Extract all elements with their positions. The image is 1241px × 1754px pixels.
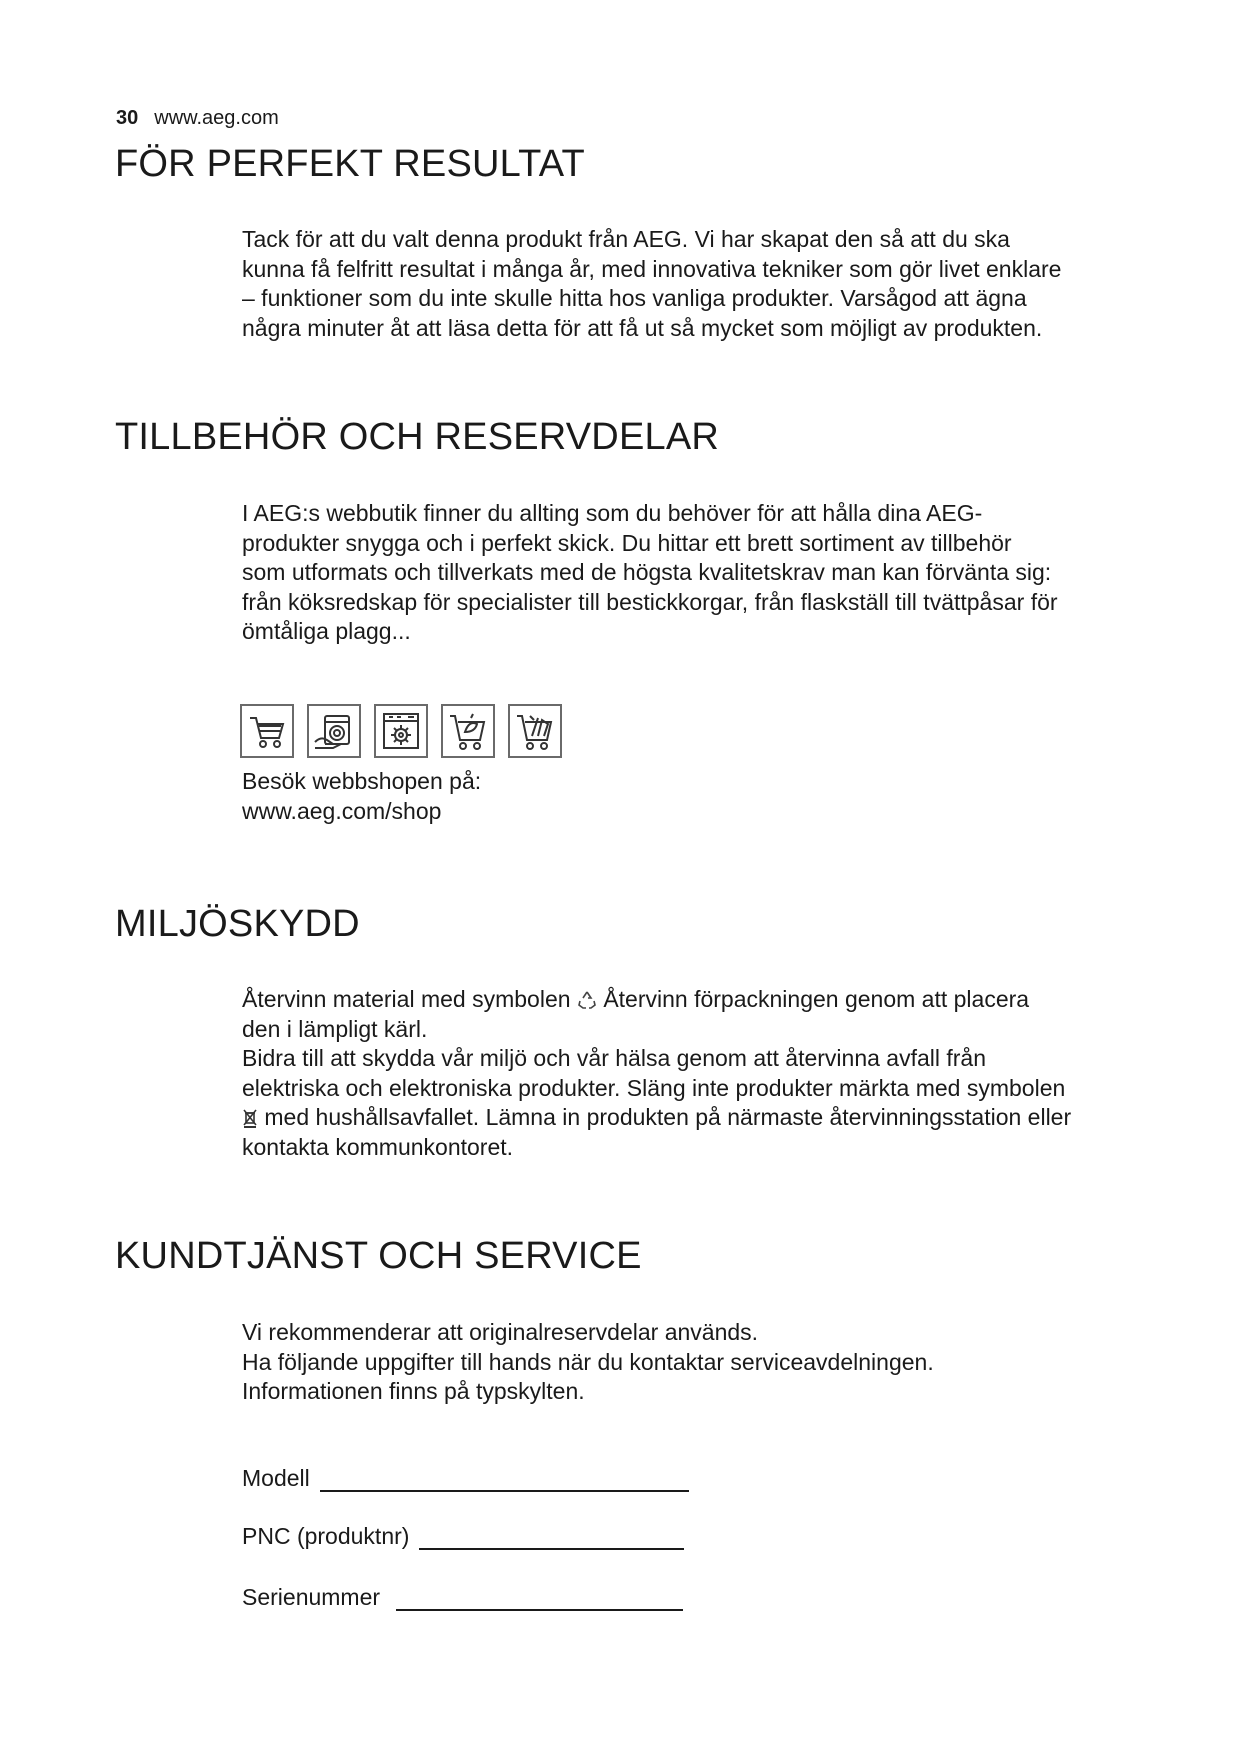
environment-line: kontakta kommunkontoret. — [242, 1133, 514, 1160]
accessories-line: från köksredskap för specialister till bestickkorgar, från flaskställ till tvättpåsar för — [242, 588, 1058, 615]
environment-line — [242, 1103, 1142, 1133]
environment-line: Bidra till att skydda vår miljö och vår hälsa genom att återvinna avfall från — [242, 1045, 987, 1071]
environment-line: den i lämpligt kärl. — [242, 1015, 428, 1042]
accessories-line: produkter snygga och i perfekt skick. Du hittar ett brett sortiment av tillbehör — [242, 529, 1012, 556]
pnc-field — [242, 1523, 684, 1550]
page-number: 30 — [116, 107, 139, 129]
perfect-paragraph — [242, 225, 1142, 343]
section-title-perfect: FÖR PERFEKT RESULTAT — [115, 143, 585, 185]
service-line: Ha följande uppgifter till hands när du kontaktar serviceavdelningen. — [242, 1348, 934, 1375]
environment-text: Återvinn material med symbolen — [242, 986, 571, 1012]
accessories-line: I AEG:s webbutik finner du allting som du behöver för att hålla dina AEG- — [242, 500, 983, 526]
serial-blank-line — [396, 1587, 683, 1611]
perfect-line: några minuter åt att läsa detta för att få ut så mycket som möjligt av produkten. — [242, 314, 1043, 341]
website-url[interactable]: www.aeg.com — [154, 107, 279, 129]
environment-text: med hushållsavfallet. Lämna in produkten på närmaste återvinningsstation eller — [264, 1104, 1072, 1130]
page-header — [116, 107, 279, 130]
washing-machine-hand-icon — [307, 704, 361, 758]
crossed-out-bin-icon — [242, 1108, 258, 1128]
accessory-icons — [240, 704, 562, 758]
oven-gear-icon — [374, 704, 428, 758]
environment-line: elektriska och elektroniska produkter. Släng inte produkter märkta med symbolen — [242, 1074, 1066, 1101]
environment-paragraph — [242, 985, 1142, 1162]
serial-field — [242, 1584, 683, 1611]
accessories-paragraph — [242, 499, 1142, 647]
model-field — [242, 1465, 689, 1492]
model-blank-line — [320, 1468, 689, 1492]
accessories-line: som utformats och tillverkats med de högsta kvalitetskrav man kan förvänta sig: — [242, 559, 1052, 585]
shop-info — [242, 767, 1142, 826]
pnc-label: PNC (produktnr) — [242, 1523, 410, 1549]
environment-line — [242, 985, 1142, 1015]
environment-text: Återvinn förpackningen genom att placera — [603, 986, 1030, 1012]
section-title-accessories: TILLBEHÖR OCH RESERVDELAR — [115, 416, 720, 458]
recycling-icon — [577, 990, 597, 1010]
perfect-line: Tack för att du valt denna produkt från AEG. Vi har skapat den så att du ska — [242, 226, 1010, 252]
shop-link[interactable]: www.aeg.com/shop — [242, 797, 442, 824]
serial-label: Serienummer — [242, 1584, 381, 1610]
accessories-line: ömtåliga plagg... — [242, 618, 411, 644]
model-label: Modell — [242, 1465, 310, 1491]
pnc-blank-line — [419, 1526, 684, 1550]
section-title-environment: MILJÖSKYDD — [115, 903, 360, 945]
shop-label: Besök webbshopen på: — [242, 768, 482, 794]
perfect-line: kunna få felfritt resultat i många år, med innovativa tekniker som gör livet enklare — [242, 255, 1062, 282]
service-line: Informationen finns på typskylten. — [242, 1378, 585, 1404]
cart-kitchen-tools-icon — [441, 704, 495, 758]
shopping-cart-icon — [240, 704, 294, 758]
section-title-service: KUNDTJÄNST OCH SERVICE — [115, 1235, 642, 1277]
service-line: Vi rekommenderar att originalreservdelar används. — [242, 1319, 759, 1345]
cart-cleaning-tools-icon — [508, 704, 562, 758]
service-paragraph — [242, 1318, 1142, 1407]
perfect-line: – funktioner som du inte skulle hitta hos vanliga produkter. Varsågod att ägna — [242, 285, 1027, 311]
